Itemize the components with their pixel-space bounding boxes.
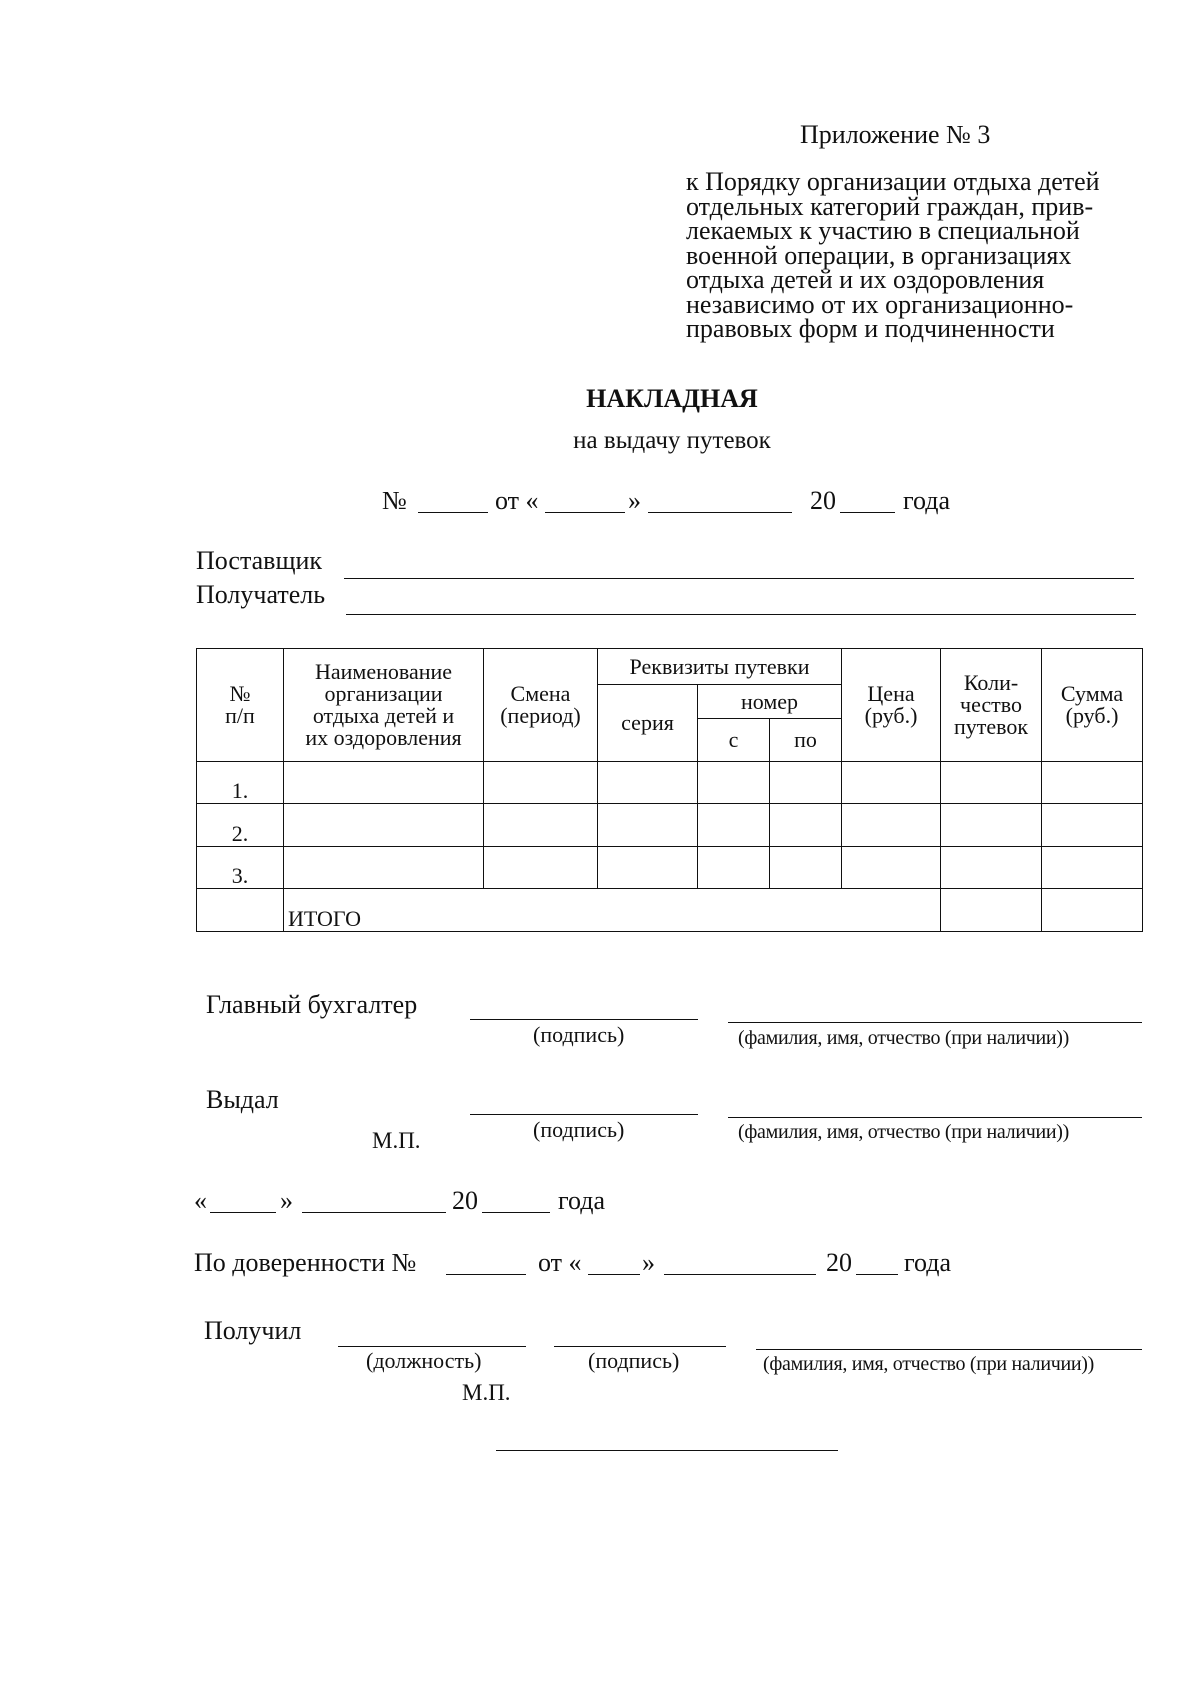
issued-fio-line[interactable] <box>728 1117 1142 1118</box>
received-position-line[interactable] <box>338 1346 526 1347</box>
received-fio-line[interactable] <box>756 1349 1142 1350</box>
appendix-line: лекаемых к участию в специальной <box>686 216 1080 245</box>
total-sum[interactable] <box>1042 889 1143 932</box>
received-label: Получил <box>204 1316 302 1345</box>
table-row <box>197 846 1143 889</box>
cell-quantity[interactable] <box>941 846 1042 889</box>
appendix-line: независимо от их организационно- <box>686 289 1074 319</box>
appendix-line: отдельных категорий граждан, прив- <box>686 191 1094 221</box>
header-quantity: Коли- чество путевок <box>941 649 1042 762</box>
header-organization: Наименование организации отдыха детей и их оздоровления <box>284 649 484 762</box>
issued-label: Выдал <box>206 1085 279 1114</box>
poa-date-close-quote: » <box>642 1248 655 1277</box>
cell-organization[interactable] <box>284 761 484 804</box>
total-quantity[interactable] <box>941 889 1042 932</box>
header-number-to: по <box>770 719 842 762</box>
date-from-label: от « <box>495 486 539 515</box>
document-title: НАКЛАДНАЯ <box>586 384 758 413</box>
cell-number-to[interactable] <box>770 804 842 847</box>
date-month-blank[interactable] <box>302 1212 446 1213</box>
poa-year-word: года <box>904 1248 952 1277</box>
year-blank[interactable] <box>482 1212 550 1213</box>
cell-shift[interactable] <box>484 846 598 889</box>
header-sum: Сумма (руб.) <box>1042 649 1143 762</box>
fio-hint: (фамилия, имя, отчество (при наличии)) <box>738 1027 1070 1049</box>
cell-shift[interactable] <box>484 761 598 804</box>
appendix-line: военной операции, в организациях <box>686 240 1072 270</box>
issued-signature-line[interactable] <box>470 1114 698 1115</box>
cell-price[interactable] <box>842 761 941 804</box>
date-open-quote: « <box>194 1186 207 1215</box>
cell-number-from[interactable] <box>698 761 770 804</box>
cell-number-to[interactable] <box>770 761 842 804</box>
chief-accountant-fio-line[interactable] <box>728 1022 1142 1023</box>
cell-series[interactable] <box>598 761 698 804</box>
cell-price[interactable] <box>842 846 941 889</box>
stamp-label: М.П. <box>372 1128 421 1153</box>
cell-number-to[interactable] <box>770 846 842 889</box>
fio-hint: (фамилия, имя, отчество (при наличии)) <box>763 1353 1095 1375</box>
waybill-table <box>196 648 1143 932</box>
signature-hint: (подпись) <box>533 1117 625 1142</box>
document-subtitle: на выдачу путевок <box>573 427 771 454</box>
header-number-from: с <box>698 719 770 762</box>
poa-date-day-blank[interactable] <box>588 1274 640 1275</box>
header-number: номер <box>698 685 842 719</box>
number-sign: № <box>382 486 407 515</box>
cell-series[interactable] <box>598 846 698 889</box>
row-number: 1. <box>197 761 284 804</box>
year-blank[interactable] <box>840 512 895 513</box>
year-word: года <box>903 486 951 515</box>
chief-accountant-signature-line[interactable] <box>470 1019 698 1020</box>
table-row <box>197 761 1143 804</box>
year-prefix: 20 <box>810 486 836 515</box>
poa-date-month-blank[interactable] <box>664 1274 816 1275</box>
header-shift: Смена (период) <box>484 649 598 762</box>
poa-year-prefix: 20 <box>826 1248 852 1277</box>
received-signature-line[interactable] <box>554 1346 726 1347</box>
cell-organization[interactable] <box>284 846 484 889</box>
total-blank-cell <box>197 889 284 932</box>
cell-series[interactable] <box>598 804 698 847</box>
receiver-label: Получатель <box>196 580 326 609</box>
cell-organization[interactable] <box>284 804 484 847</box>
cell-price[interactable] <box>842 804 941 847</box>
cell-sum[interactable] <box>1042 761 1143 804</box>
header-price: Цена (руб.) <box>842 649 941 762</box>
date-month-blank[interactable] <box>648 512 792 513</box>
appendix-line: отдыха детей и их оздоровления <box>686 265 1045 294</box>
supplier-label: Поставщик <box>196 546 323 575</box>
appendix-line: к Порядку организации отдыха детей <box>686 167 1100 196</box>
cell-sum[interactable] <box>1042 846 1143 889</box>
supplier-blank[interactable] <box>344 578 1134 579</box>
fio-hint: (фамилия, имя, отчество (при наличии)) <box>738 1121 1070 1143</box>
position-hint: (должность) <box>366 1348 482 1373</box>
date-close-quote: » <box>628 486 641 515</box>
appendix-title: Приложение № 3 <box>800 120 991 149</box>
stamp-label: М.П. <box>462 1380 511 1405</box>
date-day-blank[interactable] <box>210 1212 276 1213</box>
appendix-text <box>686 167 1126 343</box>
date-day-blank[interactable] <box>545 512 625 513</box>
header-voucher-details: Реквизиты путевки <box>598 649 842 685</box>
chief-accountant-label: Главный бухгалтер <box>206 990 418 1019</box>
table-row <box>197 804 1143 847</box>
total-label: ИТОГО <box>284 889 941 932</box>
year-prefix: 20 <box>452 1186 478 1215</box>
row-number: 2. <box>197 804 284 847</box>
date-close-quote: » <box>280 1186 293 1215</box>
closing-divider <box>496 1450 838 1451</box>
total-row <box>197 889 1143 932</box>
poa-year-blank[interactable] <box>856 1274 898 1275</box>
cell-sum[interactable] <box>1042 804 1143 847</box>
appendix-line: правовых форм и подчиненности <box>686 314 1055 343</box>
signature-hint: (подпись) <box>588 1348 680 1373</box>
cell-quantity[interactable] <box>941 761 1042 804</box>
receiver-blank[interactable] <box>346 614 1136 615</box>
poa-date-from-label: от « <box>538 1248 582 1277</box>
year-word: года <box>558 1186 606 1215</box>
power-of-attorney-label: По доверенности № <box>194 1248 417 1277</box>
header-series: серия <box>598 685 698 762</box>
cell-number-from[interactable] <box>698 846 770 889</box>
number-blank[interactable] <box>418 512 488 513</box>
cell-number-from[interactable] <box>698 804 770 847</box>
cell-quantity[interactable] <box>941 804 1042 847</box>
cell-shift[interactable] <box>484 804 598 847</box>
row-number: 3. <box>197 846 284 889</box>
header-num: № п/п <box>197 649 284 762</box>
signature-hint: (подпись) <box>533 1022 625 1047</box>
power-of-attorney-number-blank[interactable] <box>446 1274 526 1275</box>
